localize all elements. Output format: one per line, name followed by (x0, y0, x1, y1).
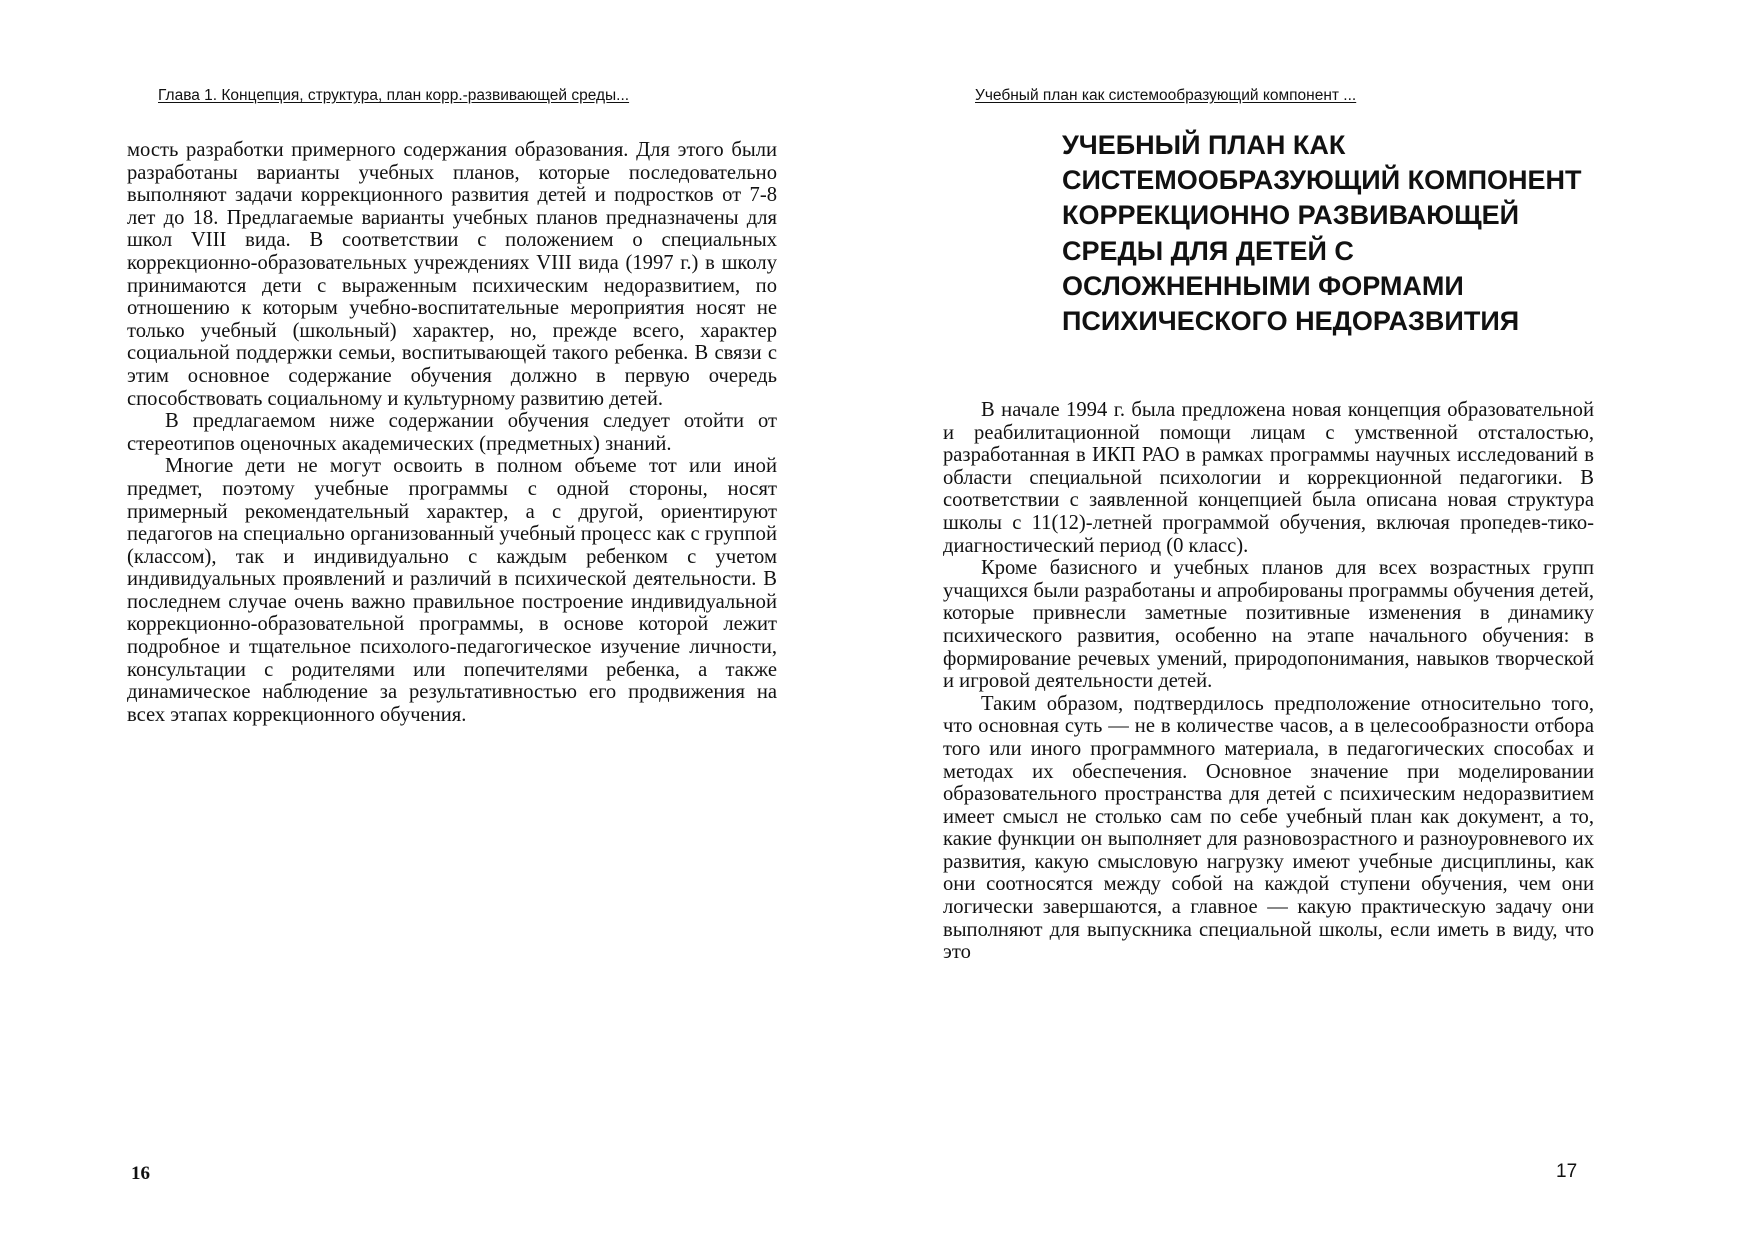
right-running-head: Учебный план как системообразующий компонент ... (975, 87, 1357, 104)
right-body-text (943, 399, 1594, 964)
left-page (0, 0, 876, 1241)
right-page-number: 17 (1556, 1161, 1578, 1182)
right-paragraph-2: Кроме базисного и учебных планов для всех возрастных групп учащихся были разработаны и апробированы программы обучения детей, которые привнесли заметные позитивные изменения в динамику психического развития, особенно на этапе начального обучения: в формирование речевых умений, природопонимания, навыков творческой и игровой деятельности детей. (943, 557, 1594, 693)
left-body-text (127, 139, 777, 726)
left-page-number: 16 (131, 1163, 150, 1184)
left-running-head: Глава 1. Концепция, структура, план корр.-развивающей среды... (158, 87, 630, 104)
right-paragraph-1: В начале 1994 г. была предложена новая концепция образовательной и реабилитационной помощи лицам с умственной отсталостью, разработанная в ИКП РАО в рамках программы научных исследований в области специальной психологии и коррекционной педагогики. В соответствии с заявленной концепцией была описана новая структура школы с 11(12)-летней программой обучения, включая пропедев-тико-диагностический период (0 класс). (943, 399, 1594, 557)
left-paragraph-3: Многие дети не могут освоить в полном объеме тот или иной предмет, поэтому учебные программы с одной стороны, носят примерный рекомендательный характер, а с другой, ориентируют педагогов на специально организованный учебный процесс как с группой (классом), так и индивидуально с каждым ребенком с учетом индивидуальных проявлений и различий в психической деятельности. В последнем случае очень важно правильное построение индивидуальной коррекционно-образовательной программы, в основе которой лежит подробное и тщательное психолого-педагогическое изучение личности, консультации с родителями или попечителями ребенка, а также динамическое наблюдение за результативностью его продвижения на всех этапах коррекционного обучения. (127, 455, 777, 726)
left-paragraph-1: мость разработки примерного содержания образования. Для этого были разработаны варианты учебных планов, которые последовательно выполняют задачи коррекционного развития детей и подростков от 7-8 лет до 18. Предлагаемые варианты учебных планов предназначены для школ VIII вида. В соответствии с положением о специальных коррекционно-образовательных учреждениях VIII вида (1997 г.) в школу принимаются дети с выраженным психическим недоразвитием, по отношению к которым учебно-воспитательные мероприятия носят не только учебный (школьный) характер, но, прежде всего, характер социальной поддержки семьи, воспитывающей такого ребенка. В связи с этим основное содержание обучения должно в первую очередь способствовать социальному и культурному развитию детей. (127, 139, 777, 410)
right-paragraph-3: Таким образом, подтвердилось предположение относительно того, что основная суть — не в количестве часов, а в целесообразности отбора того или иного программного материала, в педагогических способах и методах их обеспечения. Основное значение при моделировании образовательного пространства для детей с психическим недоразвитием имеет смысл не столько сам по себе учебный план как документ, а то, какие функции он выполняет для разновозрастного и разноуровневого их развития, какую смысловую нагрузку имеют учебные дисциплины, как они соотносятся между собой на каждой ступени обучения, чем они логически завершаются, а главное — какую практическую задачу они выполняют для выпускника специальной школы, если иметь в виду, что это (943, 692, 1594, 964)
left-paragraph-2: В предлагаемом ниже содержании обучения следует отойти от стереотипов оценочных академических (предметных) знаний. (127, 410, 777, 455)
right-page (876, 0, 1753, 1241)
chapter-title: УЧЕБНЫЙ ПЛАН КАК СИСТЕМООБРАЗУЮЩИЙ КОМПОНЕНТ КОРРЕКЦИОННО РАЗВИВАЮЩЕЙ СРЕДЫ ДЛЯ ДЕТЕЙ С ОСЛОЖНЕННЫМИ ФОРМАМИ ПСИХИЧЕСКОГО НЕДОРАЗВИТИЯ (1062, 130, 1582, 337)
